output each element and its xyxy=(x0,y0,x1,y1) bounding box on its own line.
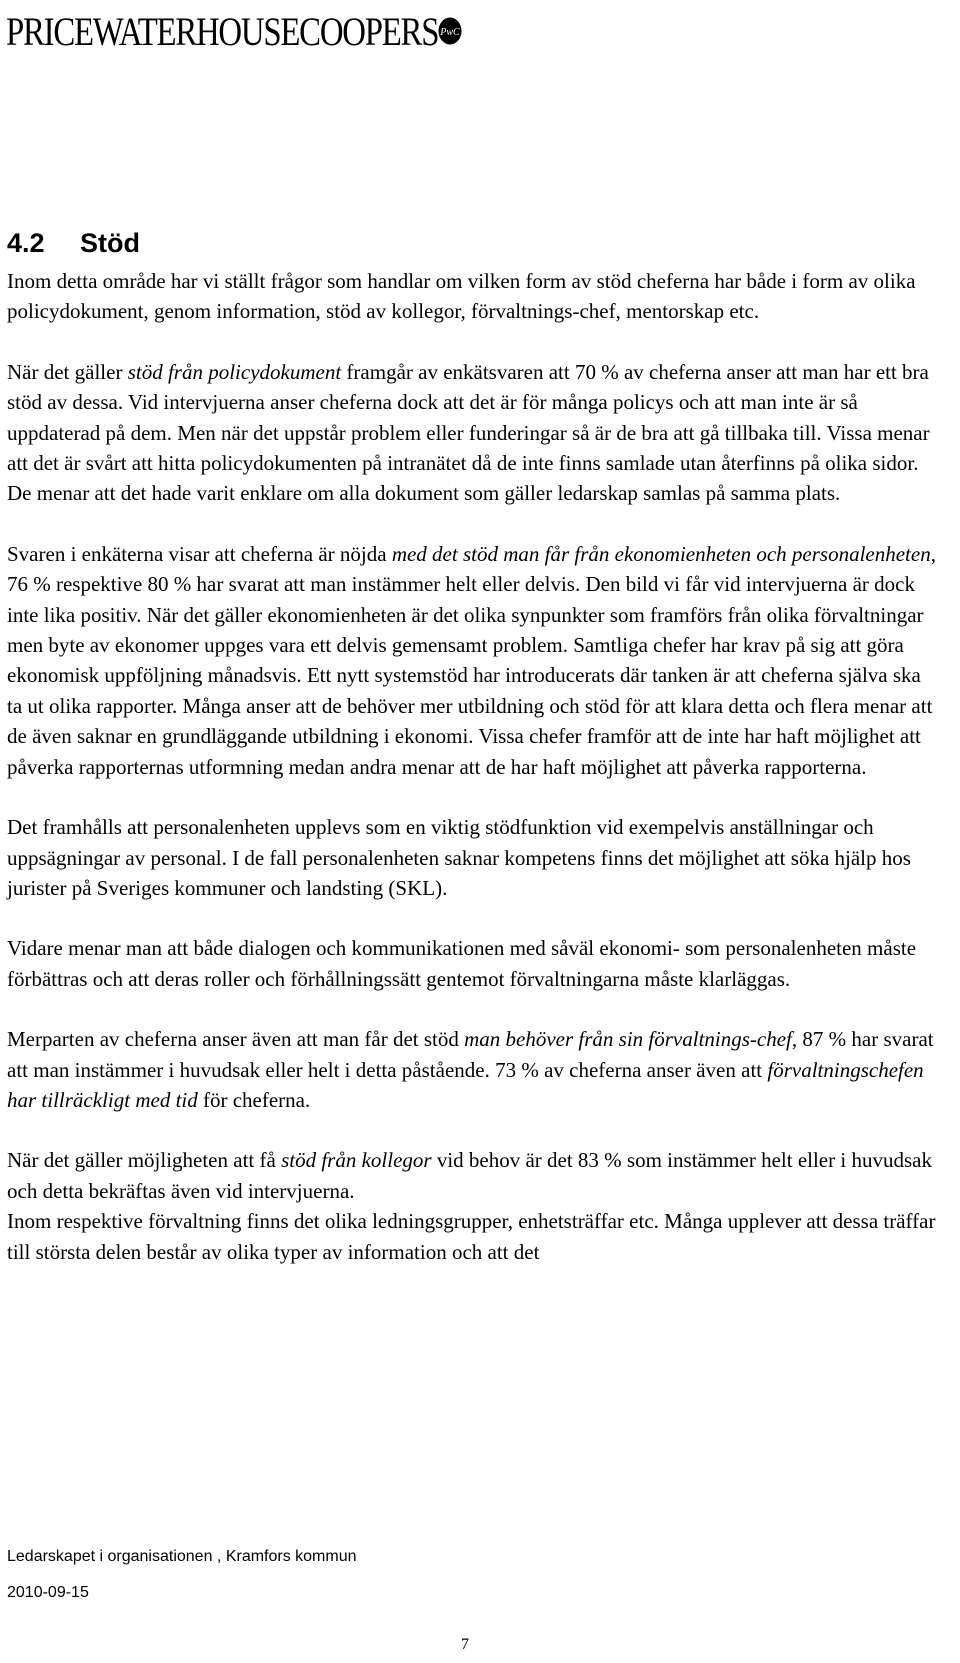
pwc-seal-icon xyxy=(437,16,463,46)
paragraph-policy: När det gäller stöd från policydokument framgår av enkätsvaren att 70 % av cheferna anser att man har ett bra stöd av dessa. Vid intervjuerna anser cheferna dock att det är för många policys och att man inte är så uppdaterad på dem. Men när det uppstår problem eller funderingar så är de bra att gå tillbaka till. Vissa menar att det är svårt att hitta policydokumenten på intranätet då de inte finns samlade utan återfinns på olika sidor. De menar att det hade varit enklare om alla dokument som gäller ledarskap samlas på samma plats. xyxy=(7,359,930,506)
paragraph-manager-support: Merparten av cheferna anser även att man får det stöd man behöver från sin förvaltnings-chef, 87 % har svarat att man instämmer i huvudsak eller helt i detta påstående. 73 % av cheferna anser även att förvaltningschefen har tillräckligt med tid för cheferna. xyxy=(7,1027,934,1112)
logo-wordmark: PRICEWATERHOUSECOOPERS xyxy=(6,9,439,54)
footer-title: Ledarskapet i organisationen , Kramfors kommun xyxy=(7,1548,357,1565)
paragraph-groups: Inom respektive förvaltning finns det olika ledningsgrupper, enhetsträffar etc. Många upplever att dessa träffar till största delen består av olika typer av information och att det xyxy=(7,1209,936,1264)
paragraph-dialogue: Vidare menar man att både dialogen och kommunikationen med såväl ekonomi- som personalenheten måste förbättras och att deras roller och förhållningssätt gentemot förvaltningarna måste klarläggas. xyxy=(7,936,917,991)
section-number: 4.2 xyxy=(7,228,45,258)
company-logo xyxy=(6,2,476,62)
paragraph-personnel: Det framhålls att personalenheten upplevs som en viktig stödfunktion vid exempelvis anställningar och uppsägningar av personal. I de fall personalenheten saknar kompetens finns det möjlighet att söka hjälp hos jurister på Sveriges kommuner och landsting (SKL). xyxy=(7,815,911,900)
page-number: 7 xyxy=(461,1636,469,1653)
paragraph-intro: Inom detta område har vi ställt frågor som handlar om vilken form av stöd cheferna har både i form av olika policydokument, genom information, stöd av kollegor, förvaltnings-chef, mentorskap etc. xyxy=(7,269,916,324)
section-title: Stöd xyxy=(80,228,140,258)
svg-text:PwC: PwC xyxy=(440,27,460,38)
section-heading xyxy=(7,228,140,259)
footer-date: 2010-09-15 xyxy=(7,1584,89,1601)
paragraph-colleagues: När det gäller möjligheten att få stöd från kollegor vid behov är det 83 % som instämmer helt eller i huvudsak och detta bekräftas även vid intervjuerna. xyxy=(7,1148,932,1203)
paragraph-units: Svaren i enkäterna visar att cheferna är nöjda med det stöd man får från ekonomienheten och personalenheten, 76 % respektive 80 % har svarat att man instämmer helt eller delvis. Den bild vi får vid intervjuerna är dock inte lika positiv. När det gäller ekonomienheten är det olika synpunkter som framförs från olika förvaltningar men byte av ekonomer uppges vara ett delvis gemensamt problem. Samtliga chefer har krav på sig att göra ekonomisk uppföljning månadsvis. Ett nytt systemstöd har introducerats där tanken är att cheferna själva ska ta ut olika rapporter. Många anser att de behöver mer utbildning och stöd för att klara detta och flera menar att de även saknar en grundläggande utbildning i ekonomi. Vissa chefer framför att de inte har haft möjlighet att påverka rapporternas utformning medan andra menar att de har haft möjlighet att påverka rapporterna. xyxy=(7,541,936,779)
body-text xyxy=(7,266,937,1267)
